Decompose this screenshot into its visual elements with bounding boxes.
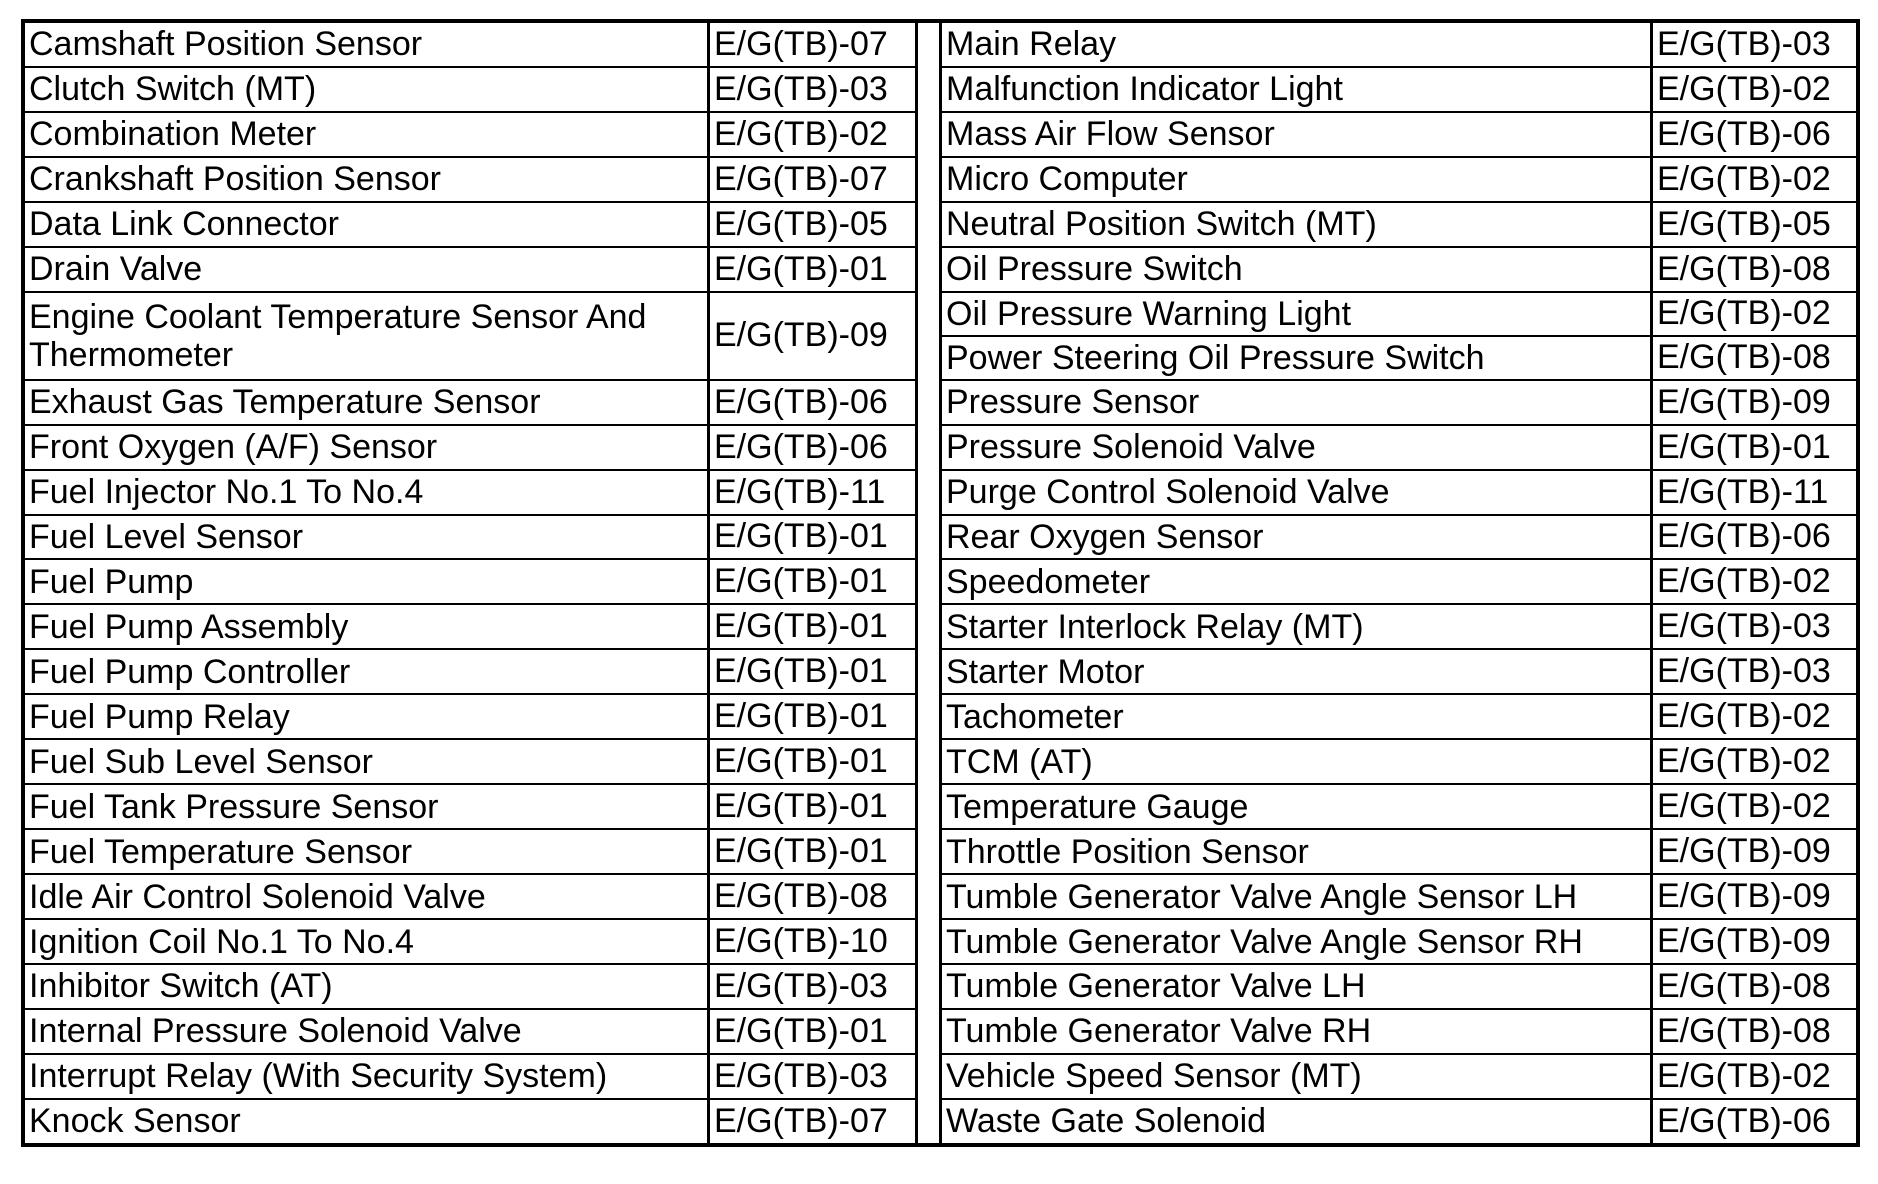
- wiring-reference: E/G(TB)-02: [1650, 785, 1856, 828]
- component-name: Fuel Pump Relay: [29, 697, 290, 736]
- component-name: Tumble Generator Valve RH: [946, 1012, 1372, 1051]
- table-row: [942, 1010, 1856, 1055]
- wiring-reference: E/G(TB)-01: [707, 1010, 915, 1053]
- wiring-reference: E/G(TB)-09: [1650, 830, 1856, 873]
- component-name: Tumble Generator Valve Angle Sensor RH: [946, 922, 1583, 961]
- component-name: Pressure Sensor: [946, 383, 1200, 422]
- component-name: Speedometer: [946, 562, 1151, 601]
- table-row: [25, 516, 915, 561]
- component-name: Starter Motor: [946, 652, 1145, 691]
- component-name: Oil Pressure Switch: [946, 250, 1243, 289]
- wiring-reference: E/G(TB)-02: [1650, 1055, 1856, 1098]
- wiring-reference: E/G(TB)-02: [1650, 695, 1856, 738]
- table-row: [25, 1100, 915, 1143]
- table-row: [25, 381, 915, 426]
- table-row: [25, 740, 915, 785]
- component-name: Knock Sensor: [29, 1102, 241, 1141]
- table-row: [942, 1100, 1856, 1143]
- component-name: Clutch Switch (MT): [29, 70, 317, 109]
- component-name: Tachometer: [946, 697, 1124, 736]
- wiring-reference: E/G(TB)-01: [707, 650, 915, 693]
- wiring-reference: E/G(TB)-11: [1650, 471, 1856, 514]
- component-name: Tumble Generator Valve LH: [946, 967, 1366, 1006]
- table-row: [25, 965, 915, 1010]
- table-row: [942, 516, 1856, 561]
- component-name: Idle Air Control Solenoid Valve: [29, 877, 486, 916]
- component-index-table: [21, 19, 1860, 1147]
- component-name: Fuel Pump Assembly: [29, 607, 349, 646]
- wiring-reference: E/G(TB)-02: [1650, 68, 1856, 111]
- component-name: Rear Oxygen Sensor: [946, 517, 1264, 556]
- wiring-reference: E/G(TB)-07: [707, 1100, 915, 1143]
- wiring-reference: E/G(TB)-03: [1650, 605, 1856, 648]
- component-name: Fuel Tank Pressure Sensor: [29, 787, 439, 826]
- component-name: Fuel Pump: [29, 562, 194, 601]
- component-name: Fuel Pump Controller: [29, 652, 351, 691]
- wiring-reference: E/G(TB)-01: [707, 695, 915, 738]
- wiring-reference: E/G(TB)-11: [707, 471, 915, 514]
- wiring-reference: E/G(TB)-03: [707, 965, 915, 1008]
- table-row: [25, 68, 915, 113]
- table-row: [942, 1055, 1856, 1100]
- wiring-reference: E/G(TB)-01: [707, 605, 915, 648]
- table-row: [25, 1055, 915, 1100]
- right-column: [939, 23, 1856, 1143]
- table-row: [942, 248, 1856, 293]
- wiring-reference: E/G(TB)-01: [707, 560, 915, 603]
- table-row: [942, 740, 1856, 785]
- component-name: Fuel Injector No.1 To No.4: [29, 472, 424, 511]
- wiring-reference: E/G(TB)-10: [707, 920, 915, 963]
- table-row: [25, 830, 915, 875]
- table-row: [942, 560, 1856, 605]
- component-name: Temperature Gauge: [946, 787, 1249, 826]
- table-row: [25, 695, 915, 740]
- table-row: [942, 203, 1856, 248]
- table-row: [942, 23, 1856, 68]
- table-row: [942, 650, 1856, 695]
- wiring-reference: E/G(TB)-08: [1650, 337, 1856, 379]
- table-row: [25, 23, 915, 68]
- component-name: Micro Computer: [946, 160, 1188, 199]
- component-name: Interrupt Relay (With Security System): [29, 1057, 608, 1096]
- table-row: [25, 1010, 915, 1055]
- wiring-reference: E/G(TB)-03: [1650, 23, 1856, 66]
- table-row: [942, 68, 1856, 113]
- component-name: Ignition Coil No.1 To No.4: [29, 922, 414, 961]
- wiring-reference: E/G(TB)-06: [707, 426, 915, 469]
- wiring-reference: E/G(TB)-06: [1650, 516, 1856, 559]
- wiring-reference: E/G(TB)-02: [1650, 740, 1856, 783]
- wiring-reference: E/G(TB)-08: [1650, 248, 1856, 291]
- component-name: Purge Control Solenoid Valve: [946, 472, 1390, 511]
- wiring-reference: E/G(TB)-03: [707, 68, 915, 111]
- component-name: Fuel Temperature Sensor: [29, 832, 413, 871]
- wiring-reference: E/G(TB)-05: [707, 203, 915, 246]
- component-name: Neutral Position Switch (MT): [946, 205, 1377, 244]
- table-row: [25, 158, 915, 203]
- table-row: [942, 381, 1856, 426]
- component-name: Fuel Sub Level Sensor: [29, 742, 373, 781]
- component-name: Power Steering Oil Pressure Switch: [946, 338, 1485, 377]
- table-row: [25, 293, 915, 381]
- row-pair: [942, 293, 1856, 381]
- wiring-reference: E/G(TB)-02: [1650, 158, 1856, 201]
- component-name: Drain Valve: [29, 250, 203, 289]
- component-name: Pressure Solenoid Valve: [946, 428, 1316, 467]
- component-name: Engine Coolant Temperature Sensor And Thermometer: [29, 297, 647, 374]
- wiring-reference: E/G(TB)-01: [707, 248, 915, 291]
- wiring-reference: E/G(TB)-09: [1650, 920, 1856, 963]
- component-name: Main Relay: [946, 25, 1117, 64]
- component-name: TCM (AT): [946, 742, 1093, 781]
- table-row: [942, 605, 1856, 650]
- wiring-reference: E/G(TB)-01: [707, 830, 915, 873]
- wiring-reference: E/G(TB)-01: [707, 785, 915, 828]
- wiring-reference: E/G(TB)-02: [707, 113, 915, 156]
- wiring-reference: E/G(TB)-03: [707, 1055, 915, 1098]
- component-name: Combination Meter: [29, 115, 317, 154]
- table-row: [942, 158, 1856, 203]
- wiring-reference: E/G(TB)-06: [1650, 1100, 1856, 1143]
- table-row: [942, 785, 1856, 830]
- table-row: [25, 248, 915, 293]
- wiring-reference: E/G(TB)-08: [707, 875, 915, 918]
- component-name: Waste Gate Solenoid: [946, 1102, 1267, 1141]
- component-name: Internal Pressure Solenoid Valve: [29, 1012, 522, 1051]
- table-row: [942, 471, 1856, 516]
- wiring-reference: E/G(TB)-02: [1650, 560, 1856, 603]
- component-name: Starter Interlock Relay (MT): [946, 607, 1364, 646]
- component-name: Malfunction Indicator Light: [946, 70, 1343, 109]
- table-row: [25, 605, 915, 650]
- component-name: Mass Air Flow Sensor: [946, 115, 1275, 154]
- table-row: [25, 785, 915, 830]
- table-row: [25, 426, 915, 471]
- wiring-reference: E/G(TB)-07: [707, 158, 915, 201]
- table-row: [25, 920, 915, 965]
- wiring-reference: E/G(TB)-06: [1650, 113, 1856, 156]
- wiring-reference: E/G(TB)-01: [707, 740, 915, 783]
- table-row: [942, 965, 1856, 1010]
- table-row: [942, 920, 1856, 965]
- table-row: [25, 471, 915, 516]
- wiring-reference: E/G(TB)-08: [1650, 965, 1856, 1008]
- left-column: [25, 23, 918, 1143]
- component-name: Inhibitor Switch (AT): [29, 967, 333, 1006]
- component-name: Oil Pressure Warning Light: [946, 294, 1352, 333]
- component-name: Crankshaft Position Sensor: [29, 160, 441, 199]
- component-name: Tumble Generator Valve Angle Sensor LH: [946, 877, 1578, 916]
- component-name: Fuel Level Sensor: [29, 517, 304, 556]
- component-name: Front Oxygen (A/F) Sensor: [29, 428, 438, 467]
- wiring-reference: E/G(TB)-09: [707, 293, 915, 379]
- table-row: [25, 560, 915, 605]
- table-row: [942, 426, 1856, 471]
- wiring-reference: E/G(TB)-03: [1650, 650, 1856, 693]
- wiring-reference: E/G(TB)-01: [707, 516, 915, 559]
- component-name: Exhaust Gas Temperature Sensor: [29, 383, 541, 422]
- component-name: Throttle Position Sensor: [946, 832, 1309, 871]
- wiring-reference: E/G(TB)-07: [707, 23, 915, 66]
- table-row: [25, 113, 915, 158]
- wiring-reference: E/G(TB)-05: [1650, 203, 1856, 246]
- component-name: Vehicle Speed Sensor (MT): [946, 1057, 1362, 1096]
- component-name: Data Link Connector: [29, 205, 339, 244]
- table-row: [942, 695, 1856, 740]
- wiring-reference: E/G(TB)-09: [1650, 381, 1856, 424]
- table-row: [942, 830, 1856, 875]
- wiring-reference: E/G(TB)-01: [1650, 426, 1856, 469]
- wiring-reference: E/G(TB)-09: [1650, 875, 1856, 918]
- component-name: Camshaft Position Sensor: [29, 25, 423, 64]
- table-row: [25, 875, 915, 920]
- table-row: [25, 650, 915, 695]
- table-row: [942, 113, 1856, 158]
- table-row: [942, 293, 1856, 337]
- table-row: [25, 203, 915, 248]
- wiring-reference: E/G(TB)-02: [1650, 293, 1856, 335]
- table-row: [942, 337, 1856, 379]
- wiring-reference: E/G(TB)-08: [1650, 1010, 1856, 1053]
- wiring-reference: E/G(TB)-06: [707, 381, 915, 424]
- table-row: [942, 875, 1856, 920]
